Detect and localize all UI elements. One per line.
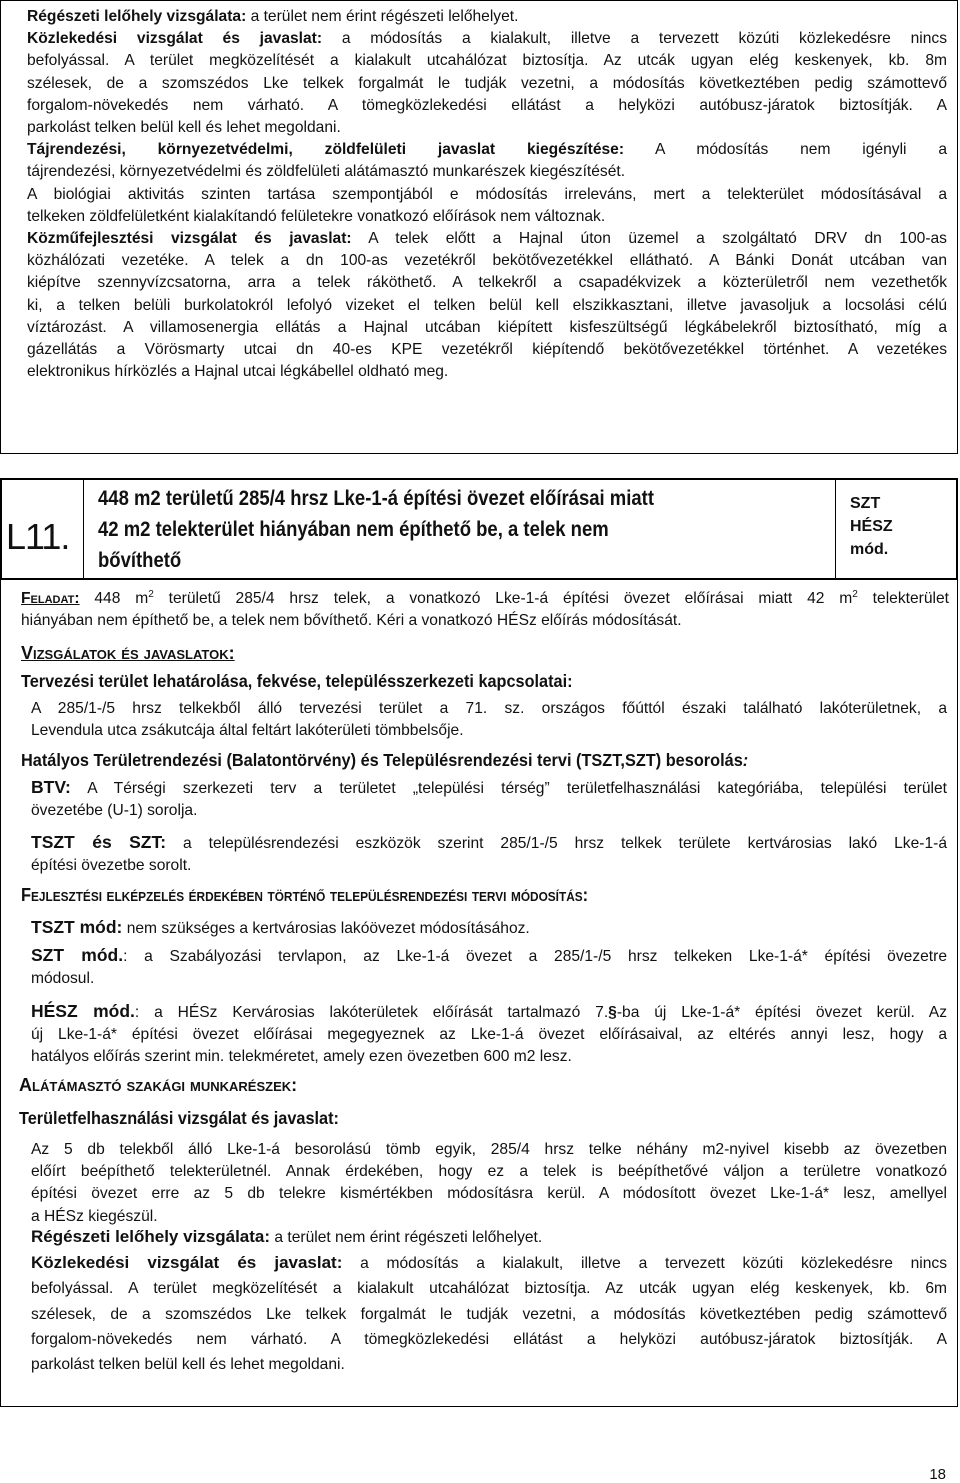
text-line: szélesek, de a szomszédos Lke telkek forgalmát le tudják vezetni, a módosítás következtében pedig számottevő bbox=[27, 74, 947, 92]
sztmod-label: SZT mód. bbox=[31, 945, 124, 965]
text-line: telkeken zöldfelületként kialakítandó felületekre vonatkozó előírások nem változnak. bbox=[27, 207, 606, 225]
text-line: hatályos előírás szerint min. telekméretet, amely ezen övezetben 600 m2 lesz. bbox=[31, 1048, 572, 1066]
text-line bbox=[31, 916, 947, 940]
kozlekedesi-text: a módosítás a kialakult, illetve a tervezett közúti közlekedésre nincs bbox=[322, 30, 948, 48]
text-line: A biológiai aktivitás szinten tartása szempontjából e módosítás irreleváns, mert a telekterület módosításával a bbox=[27, 185, 947, 203]
text-line bbox=[31, 944, 947, 968]
feladat-text: 448 m bbox=[79, 590, 149, 608]
text-line: hiányában nem építhető be, a telek nem bővíthető. Kéri a vonatkozó HÉSz előírás módosítását. bbox=[21, 612, 682, 630]
tszt-label: TSZT és SZT: bbox=[31, 832, 167, 852]
tajrendezesi-label: Tájrendezési, környezetvédelmi, zöldfelületi javaslat kiegészítése: bbox=[27, 141, 625, 159]
kozmu-text: A telek előtt a Hajnal úton üzemel a szolgáltató DRV dn 100-as bbox=[351, 230, 947, 248]
feladat-text: területű 285/4 hrsz telek, a vonatkozó Lke-1-á építési övezet előírásai miatt 42 m bbox=[153, 590, 853, 608]
hatalyos-colon: : bbox=[742, 750, 749, 770]
text-line: A 285/1-/5 hrsz telkekből álló tervezési terület a 71. sz. országos főúttól északi található lakóterületnek, a bbox=[31, 700, 947, 717]
tervezesi-heading: Tervezési terület lehatárolása, fekvése, településszerkezeti kapcsolatai: bbox=[21, 671, 573, 691]
sztmod-text: : a Szabályozási tervlapon, az Lke-1-á övezet a 285/1-/5 hrsz telkeken Lke-1-á* építési övezetre bbox=[123, 948, 947, 965]
text-line bbox=[31, 1000, 947, 1024]
text-line bbox=[31, 1226, 947, 1249]
vizsgalatok-heading: Vizsgálatok és javaslatok: bbox=[21, 643, 235, 663]
text-line bbox=[31, 776, 947, 800]
tsztmod-text: nem szükséges a kertvárosias lakóövezet módosításához. bbox=[122, 920, 530, 937]
hatalyos-heading bbox=[21, 750, 748, 771]
tszt-text: a településrendezési eszközök szerint 285/1-/5 hrsz telkek területe kertvárosias lakó Lke-1-á bbox=[166, 835, 948, 852]
text-line: új Lke-1-á* építési övezet előírásai megegyeznek az Lke-1-á övezet előírásaival, az eltérés annyi lesz, hogy a bbox=[31, 1026, 947, 1044]
tag-line: SZT bbox=[850, 495, 881, 512]
text-line: forgalom-növekedés nem várható. A tömegközlekedési ellátást a helyközi autóbusz-járatok biztosítják. A bbox=[31, 1330, 947, 1348]
item-tag bbox=[850, 492, 893, 561]
title-line: 448 m2 területű 285/4 hrsz Lke-1-á építési övezet előírásai miatt bbox=[98, 486, 654, 510]
heszmod-text: : a HÉSz Kervárosias lakóterületek előírását tartalmazó 7. bbox=[134, 1004, 609, 1021]
heszmod-label: HÉSZ mód. bbox=[31, 1001, 135, 1021]
paragraph-sign: § bbox=[608, 1004, 617, 1021]
item-header-box bbox=[0, 478, 958, 580]
page-number: 18 bbox=[929, 1466, 946, 1483]
top-text-block bbox=[27, 6, 947, 383]
regeszeti-kozlekedesi-block bbox=[31, 1226, 947, 1376]
tszt-block bbox=[31, 831, 947, 877]
teruletfelhasznalasi-heading: Területfelhasználási vizsgálat és javaslat: bbox=[19, 1108, 339, 1128]
text-line: befolyással. A terület megközelítését a kialakult utcahálózat biztosítja. Az utcák ugyan elég keskenyek, kb. 8m bbox=[27, 52, 947, 70]
feladat-block bbox=[21, 584, 949, 633]
text-line bbox=[27, 228, 947, 250]
heszmod-text: -ba új Lke-1-á* építési övezet kerül. Az bbox=[616, 1004, 947, 1021]
btv-block bbox=[31, 776, 947, 822]
tsztmod-block bbox=[31, 916, 947, 940]
kozlekedesi-text: a módosítás a kialakult, illetve a tervezett közúti közlekedésre nincs bbox=[342, 1255, 947, 1273]
text-line: közhálózati vezetéke. A telek a dn 100-as vezetékről bekötővezetékkel ellátható. A Bánki Donát utcában van bbox=[27, 252, 947, 270]
text-line: kiépítve szennyvízcsatorna, arra a telek ráköthető. A telkekről a csapadékvizek a közterületről nem vezethetők bbox=[27, 274, 947, 292]
title-line: bővíthető bbox=[98, 548, 182, 572]
text-line bbox=[21, 584, 949, 610]
text-line bbox=[27, 6, 947, 28]
alatamaszto-heading: Alátámasztó szakági munkarészek: bbox=[19, 1075, 298, 1095]
title-line: 42 m2 telekterület hiányában nem építhető be, a telek nem bbox=[98, 517, 609, 541]
superscript: 2 bbox=[852, 589, 858, 600]
btv-label: BTV: bbox=[31, 777, 71, 797]
text-line: Levendula utca zsákutcája által feltárt lakóterületi tömbbelsője. bbox=[31, 722, 464, 740]
superscript: 2 bbox=[148, 589, 154, 600]
main-section-box bbox=[0, 580, 958, 1407]
regeszeti-text: a terület nem érint régészeti lelőhelyet. bbox=[246, 8, 519, 25]
text-line: a HÉSz kiegészül. bbox=[31, 1207, 158, 1225]
text-line: építési övezetbe sorolt. bbox=[31, 857, 192, 875]
code-cell bbox=[2, 480, 84, 578]
text-line: szélesek, de a szomszédos Lke telkek forgalmát le tudják vezetni, a módosítás következtében pedig számottevő bbox=[31, 1305, 947, 1323]
text-line: tájrendezési, környezetvédelmi és zöldfelületi alátámasztó munkarészek kiegészítését. bbox=[27, 163, 626, 181]
kozlekedesi-label: Közlekedési vizsgálat és javaslat: bbox=[31, 1253, 343, 1273]
text-line: befolyással. A terület megközelítését a kialakult utcahálózat biztosítja. Az utcák ugyan elég keskenyek, kb. 6m bbox=[31, 1280, 947, 1298]
kozlekedesi-label: Közlekedési vizsgálat és javaslat: bbox=[27, 30, 323, 48]
heszmod-block bbox=[31, 1000, 947, 1069]
text-line bbox=[31, 831, 947, 855]
text-line bbox=[27, 139, 947, 161]
tervezesi-block bbox=[31, 698, 947, 742]
regeszeti-label: Régészeti lelőhely vizsgálata: bbox=[31, 1227, 271, 1246]
text-line: parkolást telken belül kell és lehet megoldani. bbox=[31, 1356, 345, 1374]
text-line: elektronikus hírközlés a Hajnal utcai légkábellel oldható meg. bbox=[27, 363, 449, 381]
text-line: forgalom-növekedés nem várható. A tömegközlekedési ellátást a helyközi autóbusz-járatok biztosítják. A bbox=[27, 96, 947, 114]
item-code: L11. bbox=[6, 516, 70, 557]
sztmod-block bbox=[31, 944, 947, 990]
tag-line: HÉSZ bbox=[850, 518, 893, 535]
text-line bbox=[27, 28, 947, 50]
kozmu-label: Közműfejlesztési vizsgálat és javaslat: bbox=[27, 230, 352, 248]
top-section-box bbox=[0, 0, 958, 454]
tag-cell bbox=[836, 480, 956, 578]
regeszeti-text: a terület nem érint régészeti lelőhelyet. bbox=[270, 1229, 543, 1246]
fejlesztesi-heading: Fejlesztési elképzelés érdekében történő településrendezési tervi módosítás: bbox=[21, 885, 589, 905]
text-line: ki, a telken belüli burkolatokról lefolyó vizeket el telken belül kell elszikkasztani, illetve javasoljuk a locsolási célú bbox=[27, 296, 947, 314]
text-line: gázellátás a Vörösmarty utcai dn 40-es KPE vezetékről kiépítendő bekötővezetékkel történhet. A vezetékes bbox=[27, 341, 947, 359]
tag-line: mód. bbox=[850, 541, 889, 558]
terulet-block bbox=[31, 1139, 947, 1228]
feladat-text: telekterület bbox=[857, 590, 949, 608]
tsztmod-label: TSZT mód: bbox=[31, 917, 123, 937]
title-cell bbox=[84, 480, 836, 578]
text-line: módosul. bbox=[31, 970, 95, 988]
text-line: parkolást telken belül kell és lehet megoldani. bbox=[27, 119, 341, 137]
regeszeti-label: Régészeti lelőhely vizsgálata: bbox=[27, 8, 247, 25]
text-line: övezetébe (U-1) sorolja. bbox=[31, 802, 198, 820]
btv-text: A Térségi szerkezeti terv a területet „települési térség” területfelhasználási kategóriába, települési terület bbox=[70, 780, 947, 797]
text-line: víztározást. A villamosenergia ellátás a Hajnal utcában kiépített kisfeszültségű légkábelekről biztosítható, míg a bbox=[27, 318, 947, 336]
text-line: Az 5 db telekből álló Lke-1-á besorolású tömb egyik, 285/4 hrsz telke néhány m2-nyivel kisebb az övezetben bbox=[31, 1141, 947, 1158]
tajrendezesi-text: A módosítás nem igényli a bbox=[624, 141, 947, 159]
feladat-label: Feladat: bbox=[21, 590, 80, 608]
text-line: építési övezet erre az 5 db telekre kismértékben módosításra kerül. A módosított övezet Lke-1-á* lesz, amellyel bbox=[31, 1185, 947, 1203]
text-line bbox=[31, 1252, 947, 1275]
item-title bbox=[98, 483, 654, 576]
text-line: előírt beépíthető telekterületnél. Annak érdekében, hogy ez a telek is beépíthetővé váljon a területre vonatkozó bbox=[31, 1163, 947, 1181]
hatalyos-heading-text: Hatályos Területrendezési (Balatontörvény) és Településrendezési tervi (TSZT,SZT) besorolás bbox=[21, 750, 743, 770]
